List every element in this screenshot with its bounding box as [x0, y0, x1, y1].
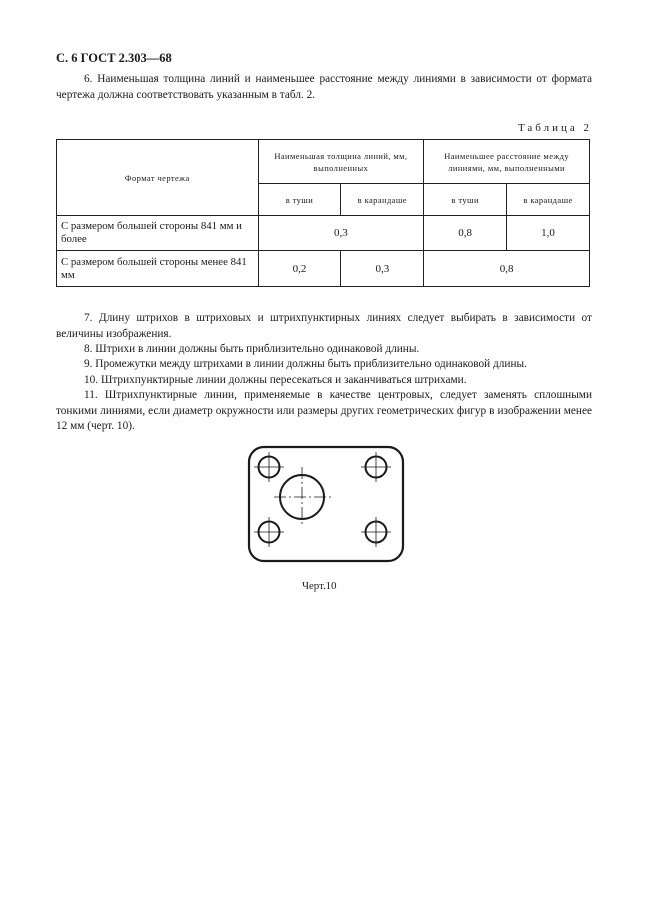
- plate-outline: [249, 447, 403, 561]
- row-1-thickness: 0,3: [258, 216, 424, 251]
- row-2-label: С размером большей стороны менее 841 мм: [57, 251, 259, 287]
- page-header: С. 6 ГОСТ 2.303—68: [56, 51, 172, 65]
- paragraph-7: 7. Длину штрихов в штриховых и штрихпунктирных линиях следует выбирать в зависимости от величины изображения.: [56, 312, 592, 340]
- small-hole-centerlines: [254, 452, 391, 547]
- paragraph-10: 10. Штрихпунктирные линии должны пересекаться и заканчиваться штрихами.: [84, 374, 467, 386]
- subheader-thickness-ink: в туши: [258, 184, 341, 216]
- paragraph-6: 6. Наименьшая толщина линий и наименьшее расстояние между линиями в зависимости от формата чертежа должна соответствовать указанным в табл. 2.: [56, 73, 592, 101]
- drawing-10: [247, 445, 407, 565]
- row-1-distance-pencil: 1,0: [507, 216, 590, 251]
- table-caption: Таблица 2: [517, 122, 592, 134]
- figure-caption: Черт.10: [302, 580, 337, 592]
- paragraph-11: 11. Штрихпунктирные линии, применяемые в качестве центровых, следует заменять сплошными тонкими линиями, если диаметр окружности или размеры других геометрических фигур в изображении менее 12 мм (черт. 10).: [56, 389, 592, 432]
- subheader-distance-ink: в туши: [424, 184, 507, 216]
- row-2-thickness-ink: 0,2: [258, 251, 341, 287]
- table-2: [56, 139, 590, 287]
- row-2-distance: 0,8: [424, 251, 590, 287]
- row-1-distance-ink: 0,8: [424, 216, 507, 251]
- row-1-label: С размером большей стороны 841 мм и более: [57, 216, 259, 251]
- header-thickness: Наименьшая толщина линий, мм, выполненных: [258, 140, 424, 184]
- subheader-thickness-pencil: в карандаше: [341, 184, 424, 216]
- header-format: Формат чертежа: [57, 140, 259, 216]
- paragraph-8: 8. Штрихи в линии должны быть приблизительно одинаковой длины.: [84, 343, 420, 355]
- row-2-thickness-pencil: 0,3: [341, 251, 424, 287]
- subheader-distance-pencil: в карандаше: [507, 184, 590, 216]
- paragraph-9: 9. Промежутки между штрихами в линии должны быть приблизительно одинаковой длины.: [84, 358, 527, 370]
- header-distance: Наименьшее расстояние между линиями, мм, выполненными: [424, 140, 590, 184]
